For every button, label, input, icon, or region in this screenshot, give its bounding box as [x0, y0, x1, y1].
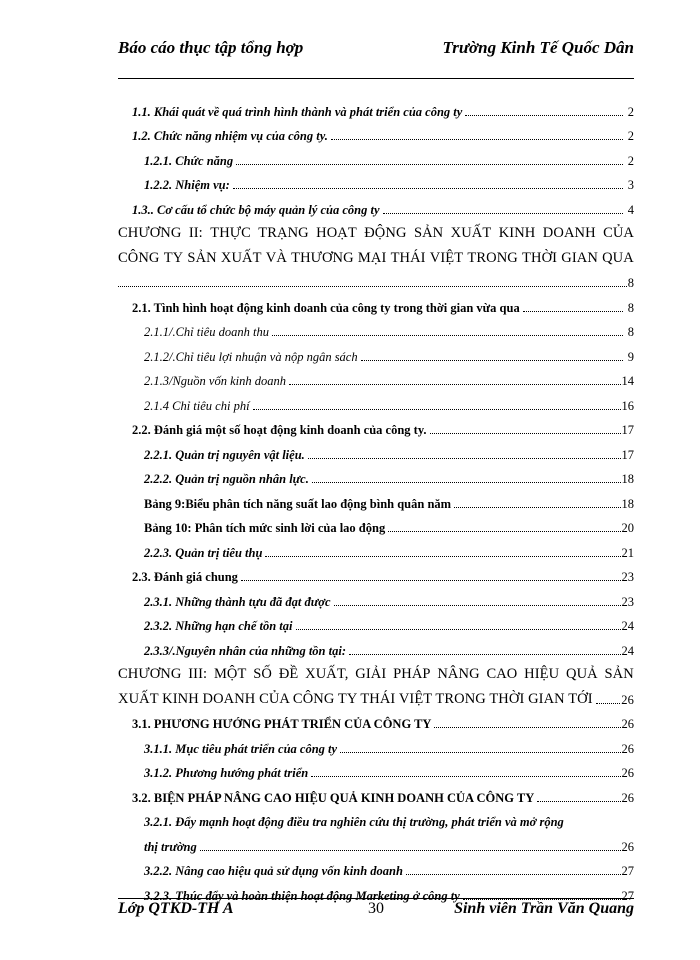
toc-entry[interactable]: [118, 634, 634, 659]
toc-entry[interactable]: [118, 242, 634, 267]
toc-heading-word: ĐỘNG: [364, 225, 407, 241]
toc-entry-title: 2.2.3. Quản trị tiêu thụ: [144, 545, 263, 560]
toc-entry[interactable]: [118, 389, 634, 414]
toc-entry-title: 3.2. BIỆN PHÁP NÂNG CAO HIỆU QUẢ KINH DOANH CỦA CÔNG TY: [132, 790, 535, 805]
toc-entry[interactable]: [118, 757, 634, 782]
toc-entry[interactable]: [118, 340, 634, 365]
toc-page-number: 18: [621, 496, 634, 511]
toc-page-number: 8: [627, 300, 634, 315]
toc-entry-title: 2.3.2. Những hạn chế tồn tại: [144, 619, 293, 633]
toc-entry-title: 3.2.2. Nâng cao hiệu quả sử dụng vốn kinh doanh: [144, 864, 403, 878]
toc-leader: [454, 507, 620, 508]
toc-leader: [465, 115, 623, 116]
toc-page-number: 4: [627, 202, 634, 217]
toc-entry[interactable]: [118, 316, 634, 341]
toc-entry-title: 2.1. Tình hình hoạt động kinh doanh của công ty trong thời gian vừa qua: [132, 300, 520, 315]
toc-leader: [349, 654, 621, 655]
toc-entry[interactable]: [118, 585, 634, 610]
toc-entry[interactable]: [118, 855, 634, 880]
toc-page-number: 26: [621, 766, 634, 780]
toc-entry[interactable]: [118, 610, 634, 635]
toc-page-number: 24: [621, 619, 634, 633]
toc-page-number: 24: [621, 643, 634, 658]
toc-entry[interactable]: [118, 781, 634, 806]
toc-page-number: 26: [621, 839, 634, 854]
toc-entry-title: 2.2.2. Quản trị nguồn nhân lực.: [144, 472, 309, 486]
page-header: [118, 38, 634, 68]
toc-page-number: 21: [621, 545, 634, 560]
toc-leader: [118, 286, 627, 287]
toc-heading-word: HIỆU: [524, 666, 560, 682]
toc-heading-word: KINH: [498, 225, 536, 241]
toc-page-number: 8: [627, 325, 634, 339]
toc-entry-title: XUẤT KINH DOANH CỦA CÔNG TY THÁI VIỆT TRONG THỜI GIAN TỚI: [118, 690, 593, 707]
toc-entry[interactable]: [118, 536, 634, 561]
toc-entry-title: 2.2. Đánh giá một số hoạt động kinh doanh của công ty.: [132, 423, 427, 437]
toc-page-number: 8: [627, 276, 634, 290]
toc-page-number: 16: [621, 398, 634, 413]
toc-heading-word: QUẢ: [566, 666, 598, 682]
toc-heading-word: THỜI: [522, 249, 558, 266]
toc-entry-title: Bảng 10: Phân tích mức sinh lời của lao động: [144, 521, 386, 535]
toc-page-number: 2: [627, 104, 634, 119]
toc-leader: [406, 874, 621, 875]
table-of-contents: [118, 95, 634, 904]
toc-entry[interactable]: [118, 438, 634, 463]
toc-heading-word: MỘT: [213, 666, 247, 682]
toc-heading-word: VIỆT: [429, 249, 464, 266]
toc-heading-word: TRONG: [467, 249, 518, 266]
toc-page-number: 23: [621, 594, 634, 609]
toc-page-number: 23: [621, 570, 634, 584]
toc-heading-word: CỦA: [603, 225, 634, 241]
toc-heading-word: CÔNG: [118, 249, 160, 266]
toc-entry-title: 3.1.1. Mục tiêu phát triển của công ty: [144, 741, 338, 756]
toc-heading-word: GIAN: [561, 249, 598, 266]
footer-left: Lớp QTKD-TH A: [118, 900, 234, 917]
toc-leader: [308, 458, 621, 459]
toc-entry[interactable]: [118, 683, 634, 708]
toc-entry-title: 1.2.2. Nhiệm vụ:: [144, 178, 230, 192]
toc-leader: [430, 433, 621, 434]
toc-page-number: 18: [621, 472, 634, 486]
toc-heading-word: CAO: [486, 666, 518, 682]
toc-entry-title: 1.1. Khái quát về quá trình hình thành và phát triển của công ty: [132, 104, 463, 119]
toc-page-number: 26: [621, 717, 634, 731]
toc-page-number: 2: [627, 153, 634, 168]
toc-leader: [434, 727, 620, 728]
toc-page-number: 17: [621, 447, 634, 462]
toc-page-number: 20: [621, 521, 634, 535]
toc-leader: [265, 556, 620, 557]
toc-entry[interactable]: [118, 487, 634, 512]
toc-heading-word: SỐ: [253, 666, 273, 682]
toc-entry[interactable]: [118, 806, 634, 831]
toc-page-number: 17: [621, 423, 634, 437]
toc-entry[interactable]: [118, 708, 634, 733]
toc-entry[interactable]: [118, 120, 634, 145]
toc-leader: [383, 213, 623, 214]
toc-leader: [236, 164, 623, 165]
footer-right: Sinh viên Trần Văn Quang: [454, 900, 634, 917]
toc-leader: [200, 850, 621, 851]
toc-heading-word: TY: [163, 249, 184, 266]
toc-heading-word: GIẢI: [355, 666, 387, 682]
toc-leader: [272, 335, 623, 336]
toc-entry[interactable]: [118, 414, 634, 439]
toc-page-number: 27: [621, 888, 634, 903]
toc-entry[interactable]: [118, 561, 634, 586]
toc-leader: [523, 311, 623, 312]
toc-leader: [312, 482, 621, 483]
toc-leader: [388, 531, 620, 532]
footer-page-number: 30: [368, 900, 384, 917]
toc-page-number: 9: [627, 349, 634, 364]
header-right: Trường Kinh Tế Quốc Dân: [442, 38, 634, 57]
toc-heading-word: NÂNG: [437, 666, 480, 682]
toc-entry-title: 1.2. Chức năng nhiệm vụ của công ty.: [132, 129, 328, 143]
toc-entry-title: 2.2.1. Quản trị nguyên vật liệu.: [144, 447, 305, 462]
toc-heading-word: QUA: [602, 249, 634, 266]
toc-heading-word: XUẤT,: [305, 666, 349, 682]
toc-entry[interactable]: [118, 218, 634, 243]
toc-entry[interactable]: [118, 830, 634, 855]
toc-heading-word: CHƯƠNG: [118, 666, 182, 682]
toc-page-number: 26: [621, 790, 634, 805]
toc-leader: [596, 703, 621, 704]
toc-heading-word: SẢN: [413, 225, 444, 241]
header-rule: [118, 78, 634, 79]
toc-entry-title: 3.2.3. Thúc đẩy và hoàn thiện hoạt động Marketing ở công ty: [144, 888, 460, 903]
toc-page-number: 26: [621, 741, 634, 756]
toc-page-number: 3: [627, 178, 634, 192]
toc-leader: [340, 752, 620, 753]
toc-entry-title: 2.1.3/Nguồn vốn kinh doanh: [144, 374, 287, 388]
header-left: Báo cáo thục tập tổng hợp: [118, 38, 304, 57]
toc-entry[interactable]: [118, 144, 634, 169]
toc-entry-title: 2.3.1. Những thành tựu đã đạt được: [144, 594, 331, 609]
toc-entry[interactable]: [118, 169, 634, 194]
footer-rule: [118, 898, 634, 899]
toc-heading-word: MẠI: [357, 249, 387, 266]
toc-leader: [241, 580, 621, 581]
toc-entry-title: thị trường: [144, 839, 197, 854]
toc-heading-word: THƯƠNG: [291, 249, 354, 266]
toc-leader: [537, 801, 620, 802]
toc-heading-word: PHÁP: [393, 666, 431, 682]
toc-entry-title: Bảng 9:Biểu phân tích năng suất lao động bình quân năm: [144, 496, 452, 511]
toc-heading-word: SẢN: [187, 249, 217, 266]
toc-entry[interactable]: [118, 732, 634, 757]
toc-heading-word: VÀ: [265, 249, 287, 266]
toc-entry-title: 2.1.1/.Chỉ tiêu doanh thu: [144, 325, 269, 339]
toc-heading-word: THÁI: [390, 249, 426, 266]
toc-leader: [311, 776, 620, 777]
toc-entry[interactable]: [118, 291, 634, 316]
toc-page-number: 14: [621, 374, 634, 388]
toc-entry[interactable]: [118, 659, 634, 684]
toc-heading-word: CHƯƠNG: [118, 225, 182, 241]
page-footer: [118, 900, 634, 924]
toc-heading-word: XUẤT: [450, 225, 492, 241]
toc-leader: [253, 409, 621, 410]
toc-entry-title: 3.1.2. Phương hướng phát triển: [144, 766, 309, 780]
toc-entry[interactable]: [118, 512, 634, 537]
toc-entry-title: 3.1. PHƯƠNG HƯỚNG PHÁT TRIỂN CỦA CÔNG TY: [132, 717, 432, 731]
toc-entry-title: 1.3.. Cơ cấu tổ chức bộ máy quản lý của công ty: [132, 202, 380, 217]
toc-heading-word: HOẠT: [316, 225, 357, 241]
toc-entry[interactable]: [118, 193, 634, 218]
toc-leader: [289, 384, 620, 385]
toc-entry-title: 1.2.1. Chức năng: [144, 153, 234, 168]
toc-page-number: 26: [621, 692, 634, 707]
toc-entry-title: 2.3.3/.Nguyên nhân của những tồn tại:: [144, 643, 346, 658]
toc-heading-word: XUẤT: [220, 249, 262, 266]
toc-heading-word: ĐỀ: [278, 666, 299, 682]
toc-entry-title: 2.1.4 Chỉ tiêu chi phí: [144, 398, 250, 413]
toc-heading-word: DOANH: [542, 225, 596, 241]
toc-leader: [361, 360, 623, 361]
toc-entry[interactable]: [118, 95, 634, 120]
toc-leader: [334, 605, 621, 606]
toc-page-number: 2: [627, 129, 634, 143]
toc-entry-title: 2.1.2/.Chỉ tiêu lợi nhuận và nộp ngân sách: [144, 349, 358, 364]
toc-leader: [331, 139, 623, 140]
toc-entry[interactable]: [118, 463, 634, 488]
toc-entry-title: 3.2.1. Đẩy mạnh hoạt động điều tra nghiên cứu thị trường, phát triển và mở rộng: [144, 815, 564, 829]
toc-page-number: 27: [621, 864, 634, 878]
toc-entry[interactable]: [118, 365, 634, 390]
toc-heading-word: III:: [188, 666, 208, 682]
toc-heading-word: SẢN: [604, 666, 634, 682]
toc-entry-title: 2.3. Đánh giá chung: [132, 570, 238, 584]
toc-heading-word: THỰC: [210, 225, 251, 241]
toc-heading-word: II:: [188, 225, 203, 241]
toc-entry[interactable]: [118, 267, 634, 292]
toc-leader: [233, 188, 623, 189]
toc-leader: [296, 629, 621, 630]
toc-heading-word: TRẠNG: [258, 225, 309, 241]
